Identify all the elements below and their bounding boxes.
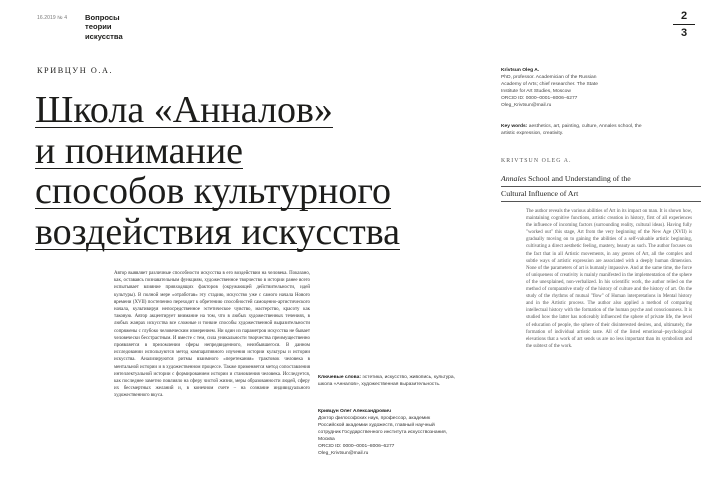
abstract-ru: Автор выявляет различные способности искусства в его воздействии на человека. Показано, как, оставаясь познавательным функциям, художественное творчество в истории ранее всего испытывает влияние привходящих факторов (окружающей действительности, идей культуры). В полной мере «отработав» эту стадию, искусство уже с самого начала Нового времени (XVII) постепенно переходит к обретению способностей самоценно-артистического начала, культивируя непосредственное эстетическое чувство, мастерство, красоту как таковую. Автор акцентирует внимание на том, что в любых художественных течениях, в любых жанрах искусства все сложные и тонкие способы художественной выразительности сопряжены с глубоко человеческим измерением. Ни один из параметров искусства не бывает человечески бесстрастным. И вместе с тем, сила уникальности творчества преимущественно проявляется в преломлении сферы непредвиденного, неизбывшегося. В данном исследовании используются метод компаративного изучения истории культуры и истории искусства. Анализируются ритмы взаимного «перетекания» трактовок человека в ментальной истории и в художественном процессе. Также применяется метод сопоставления интеллектуальной истории с формированием истории и становления человека. Исследуется, как последнее заметно повлияло на сферу чистой жизни, меры образованности людей, сферу их бессмертных желаний и, в конечном счете – на сознание индивидуального художественного вкуса.	[114, 271, 310, 399]
bio-line: Academy of Arts; chief researcher. The State	[501, 82, 598, 87]
keywords-label-en: Key words:	[501, 124, 528, 129]
keywords-text-ru: эстетика, искусство, живопись, культура, школа «Анналов», художественная выразительность.	[318, 375, 455, 387]
keywords-en	[501, 123, 651, 137]
issue-number: 16.2019 № 4	[37, 15, 68, 21]
keywords-label-ru: Ключевые слова:	[318, 375, 361, 380]
page-numbers	[673, 10, 695, 40]
title-line-en: Annales School and Understanding of the	[501, 172, 701, 187]
author-ru: КРИВЦУН О.А.	[37, 66, 114, 75]
title-line: и понимание	[35, 129, 244, 172]
keywords-ru	[318, 374, 468, 388]
title-italic-word: Annales	[501, 174, 527, 183]
author-email-ru: Oleg_Krivtsun@mail.ru	[318, 451, 369, 456]
journal-title	[85, 13, 123, 41]
author-en: KRIVTSUN OLEG A.	[501, 158, 572, 164]
journal-title-line: искусства	[85, 31, 123, 41]
page-number-left: 2	[680, 10, 688, 22]
journal-title-line: Вопросы	[85, 13, 120, 22]
journal-title-line: теории	[85, 22, 112, 32]
bio-name-en: Krivtsun Oleg A.	[501, 68, 540, 73]
keywords-text-en: aesthetics, art, painting, culture, Annales school, the artistic expression, creativity.	[501, 124, 642, 136]
article-title-ru	[35, 90, 475, 252]
bio-line: Institute for Art Studies, Moscow	[501, 89, 571, 94]
page-number-right: 3	[680, 27, 688, 39]
author-bio-en	[501, 67, 651, 109]
bio-line: Российской академии художеств, главный научный	[318, 423, 435, 428]
bio-line: Москва	[318, 437, 335, 442]
article-title-en	[501, 172, 701, 202]
abstract-en: The author reveals the various abilities of Art in its impact on man. It is shown how, maintaining cognitive functions, artistic creation in history, first of all experiences the influence of incoming factors (surrounding reality, cultural ideas). Having fully "worked out" this stage, Art from the very beginning of the New Age (XVII) is gradually moving on to gaining the abilities of a self-valuable artistic beginning, cultivating a direct aesthetic feeling, mastery, beauty as such. The author focuses on the fact that in all Artistic movements, in any genres of Art, all the complex and subtle ways of artistic expression are associated with a deeply human dimension. None of the parameters of art is humanly impassive. And at the same time, the force of uniqueness of creativity is mainly manifested in the implementation of the sphere of the unexplained, non-verbalized. In his scientific work, the author relied on the method of comparative study of the history of culture and the history of art. On the study of the rhythms of mutual "flow" of Human interpretations in Mental history and in the Artistic process. The author also applied a method of comparing intellectual history with the formation of the human psyche and consciousness. It is studied how the latter has noticeably influenced the sphere of private life, the level of education of people, the sphere of their disinterested desires, and, ultimately, the formation of individual artistic taste. All of the listed emotional–psychological elevations that a work of art sends us are no less important than its symbolism and the subtext of the work.	[526, 209, 692, 349]
bio-line: ORCID ID: 0000–0001–8006–6277	[318, 444, 395, 449]
bio-line: PhD, professor. Academician of the Russian	[501, 75, 597, 80]
bio-line: ORCID ID: 0000–0001–8006–6277	[501, 96, 578, 101]
title-line: Школа «Анналов»	[35, 89, 333, 131]
bio-line: сотрудник Государственного института искусствознания,	[318, 430, 448, 435]
title-line: воздействия искусства	[35, 210, 401, 253]
page-number-divider	[673, 24, 695, 25]
bio-name-ru: Кривцун Олег Александрович	[318, 409, 391, 414]
bio-line: Доктор философских наук, профессор, академик	[318, 416, 431, 421]
title-line: способов культурного	[35, 170, 391, 212]
title-line-en: Cultural Influence of Art	[501, 187, 701, 202]
author-email-en: Oleg_Krivtsun@mail.ru	[501, 103, 552, 108]
author-bio-ru	[318, 408, 468, 457]
